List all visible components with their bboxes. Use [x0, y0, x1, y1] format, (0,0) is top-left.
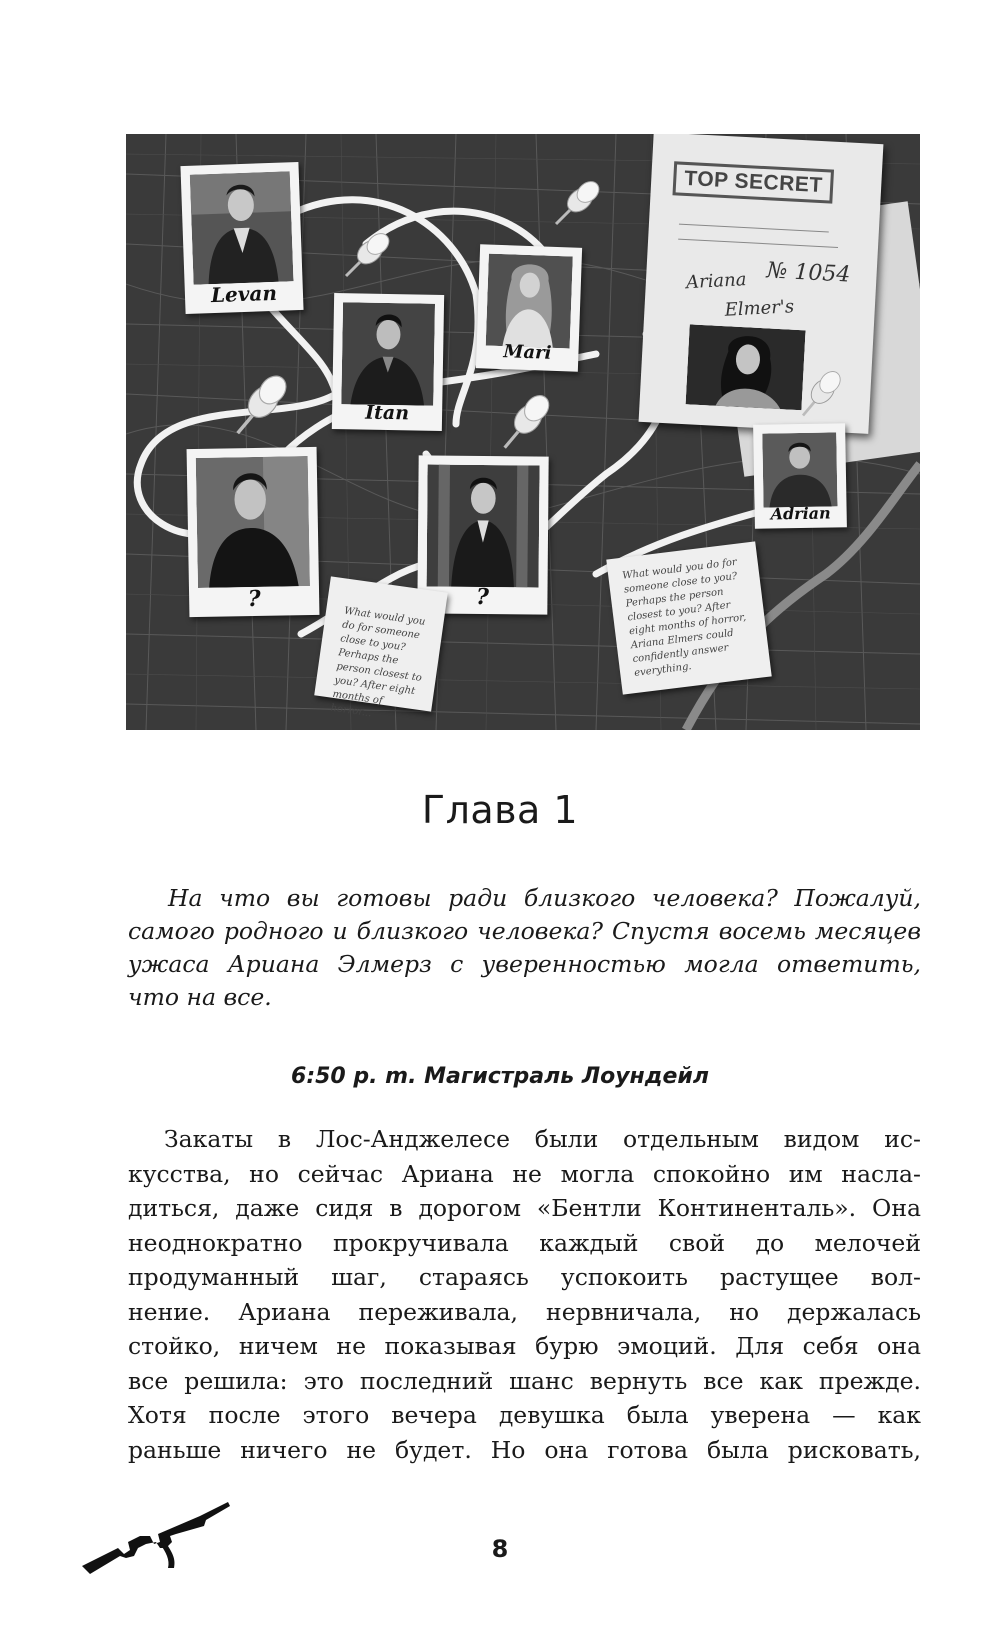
polaroid-mari	[476, 244, 582, 371]
polaroid-caption: ?	[247, 585, 261, 613]
paper-note	[606, 541, 771, 694]
dossier-name-line1: Ariana	[685, 269, 747, 294]
push-pin-icon	[336, 226, 396, 286]
body-line: нение. Ариана переживала, нервничала, но держалась	[128, 1297, 921, 1326]
body-line: Закаты в Лос-Анджелесе были отдельным видом ис-	[164, 1125, 921, 1153]
push-pin-icon	[546, 174, 606, 234]
dossier-line	[678, 239, 838, 248]
note-text: What would you do for someone close to you? Perhaps the person closest to you? After eight months of horror...	[329, 605, 426, 720]
body-line: кусства, но сейчас Ариана не могла спокойно им насла-	[128, 1159, 921, 1188]
epigraph-line: что на все.	[128, 983, 272, 1011]
chapter-illustration	[126, 134, 920, 730]
polaroid-photo	[190, 171, 294, 284]
top-secret-stamp: TOP SECRET	[672, 161, 834, 203]
page-number: 8	[491, 1535, 509, 1563]
body-line: неоднократно прокручивала каждый свой до мелочей	[128, 1228, 921, 1257]
body-line: диться, даже сидя в дорогом «Бентли Континенталь». Она	[128, 1194, 921, 1222]
polaroid-photo	[196, 456, 310, 588]
epigraph-line: На что вы готовы ради близкого человека? Пожалуй,	[168, 884, 921, 912]
section-heading: 6:50 p. m. Магистраль Лоундейл	[291, 1064, 709, 1089]
push-pin-icon	[794, 366, 848, 420]
polaroid-photo	[486, 254, 573, 349]
epigraph-line: ужаса Ариана Элмерз с уверенностью могла ответить,	[128, 950, 921, 978]
dossier-photo	[686, 324, 806, 410]
epigraph-line: самого родного и близкого человека? Спустя восемь месяцев	[128, 917, 921, 945]
epigraph	[128, 882, 921, 1014]
polaroid-photo	[762, 432, 837, 507]
polaroid-photo	[427, 465, 540, 588]
body-line: все решила: это последний шанс вернуть все как прежде.	[128, 1366, 921, 1395]
note-text: What would you do for someone close to you? Perhaps the person closest to you? After eight months of horror, Ariana Elmers could confidently answer everything.	[621, 556, 747, 680]
polaroid-levan	[180, 162, 303, 314]
body-text	[128, 1122, 921, 1467]
dossier-name-line2: Elmer's	[724, 296, 795, 321]
body-line: раньше ничего не будет. Но она готова была рисковать,	[128, 1435, 921, 1464]
polaroid-caption: Itan	[365, 401, 410, 425]
polaroid-photo	[341, 302, 435, 406]
push-pin-icon	[494, 389, 558, 453]
body-line: стойко, ничем не показывая бурю эмоций. Для себя она	[128, 1332, 921, 1360]
polaroid-caption: Adrian	[770, 503, 831, 524]
push-pin-icon	[226, 369, 296, 439]
body-line: продуманный шаг, стараясь успокоить растущее вол-	[128, 1263, 921, 1291]
polaroid-caption: Mari	[503, 341, 552, 364]
polaroid-adrian	[753, 423, 847, 529]
polaroid-caption: ?	[475, 583, 490, 611]
polaroid-unknown-1	[187, 447, 320, 617]
dossier-number: № 1054	[765, 258, 851, 288]
body-line: Хотя после этого вечера девушка была уверена — как	[128, 1401, 921, 1429]
polaroid-caption: Levan	[210, 280, 278, 308]
chapter-title: Глава 1	[421, 788, 579, 832]
polaroid-itan	[332, 293, 444, 431]
dossier-line	[679, 224, 829, 233]
lined-notepad-note	[314, 576, 448, 720]
